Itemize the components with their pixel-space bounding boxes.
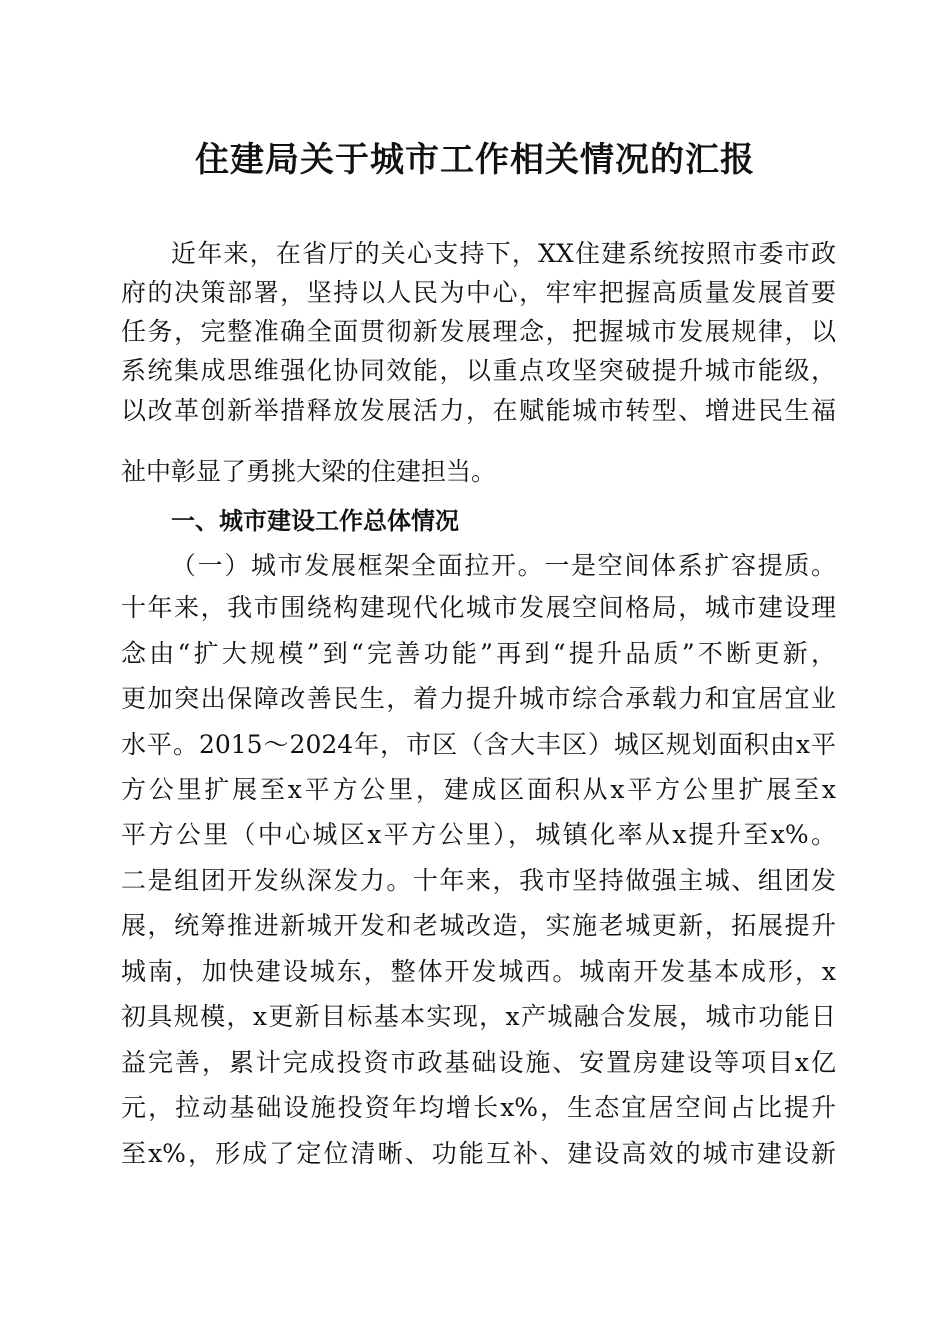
paragraph-line: 方公里扩展至x平方公里，建成区面积从x平方公里扩展至x: [121, 775, 836, 804]
paragraph-line: 近年来，在省厅的关心支持下，XX住建系统按照市委市政: [171, 239, 836, 268]
paragraph-line: 十年来，我市围绕构建现代化城市发展空间格局，城市建设理: [121, 593, 836, 622]
paragraph-line: 系统集成思维强化协同效能，以重点攻坚突破提升城市能级，: [121, 356, 836, 385]
paragraph-line: 平方公里（中心城区x平方公里），城镇化率从x提升至x%。: [121, 820, 836, 849]
paragraph-line: 初具规模，x更新目标基本实现，x产城融合发展，城市功能日: [121, 1002, 836, 1031]
paragraph-line: 以改革创新举措释放发展活力，在赋能城市转型、增进民生福: [121, 396, 836, 425]
paragraph-line: （一）城市发展框架全面拉开。一是空间体系扩容提质。: [171, 551, 836, 580]
paragraph-line: 益完善，累计完成投资市政基础设施、安置房建设等项目x亿: [121, 1048, 836, 1077]
paragraph-line: 二是组团开发纵深发力。十年来，我市坚持做强主城、组团发: [121, 866, 836, 895]
document-title: 住建局关于城市工作相关情况的汇报: [195, 140, 755, 180]
section-heading: 一、城市建设工作总体情况: [171, 507, 459, 535]
paragraph-line: 元，拉动基础设施投资年均增长x%，生态宜居空间占比提升: [121, 1093, 836, 1122]
paragraph-line: 至x%，形成了定位清晰、功能互补、建设高效的城市建设新: [121, 1139, 836, 1168]
paragraph-line: 更加突出保障改善民生，着力提升城市综合承载力和宜居宜业: [121, 684, 836, 713]
paragraph-line: 任务，完整准确全面贯彻新发展理念，把握城市发展规律，以: [121, 317, 836, 346]
paragraph-line: 祉中彰显了勇挑大梁的住建担当。: [121, 457, 497, 486]
paragraph-line: 展，统筹推进新城开发和老城改造，实施老城更新，拓展提升: [121, 911, 836, 940]
paragraph-line: 水平。2015～2024年，市区（含大丰区）城区规划面积由x平: [121, 730, 836, 759]
paragraph-line: 城南，加快建设城东，整体开发城西。城南开发基本成形，x: [121, 957, 836, 986]
paragraph-line: 念由“扩大规模”到“完善功能”再到“提升品质”不断更新，: [121, 639, 836, 668]
paragraph-line: 府的决策部署，坚持以人民为中心，牢牢把握高质量发展首要: [121, 278, 836, 307]
